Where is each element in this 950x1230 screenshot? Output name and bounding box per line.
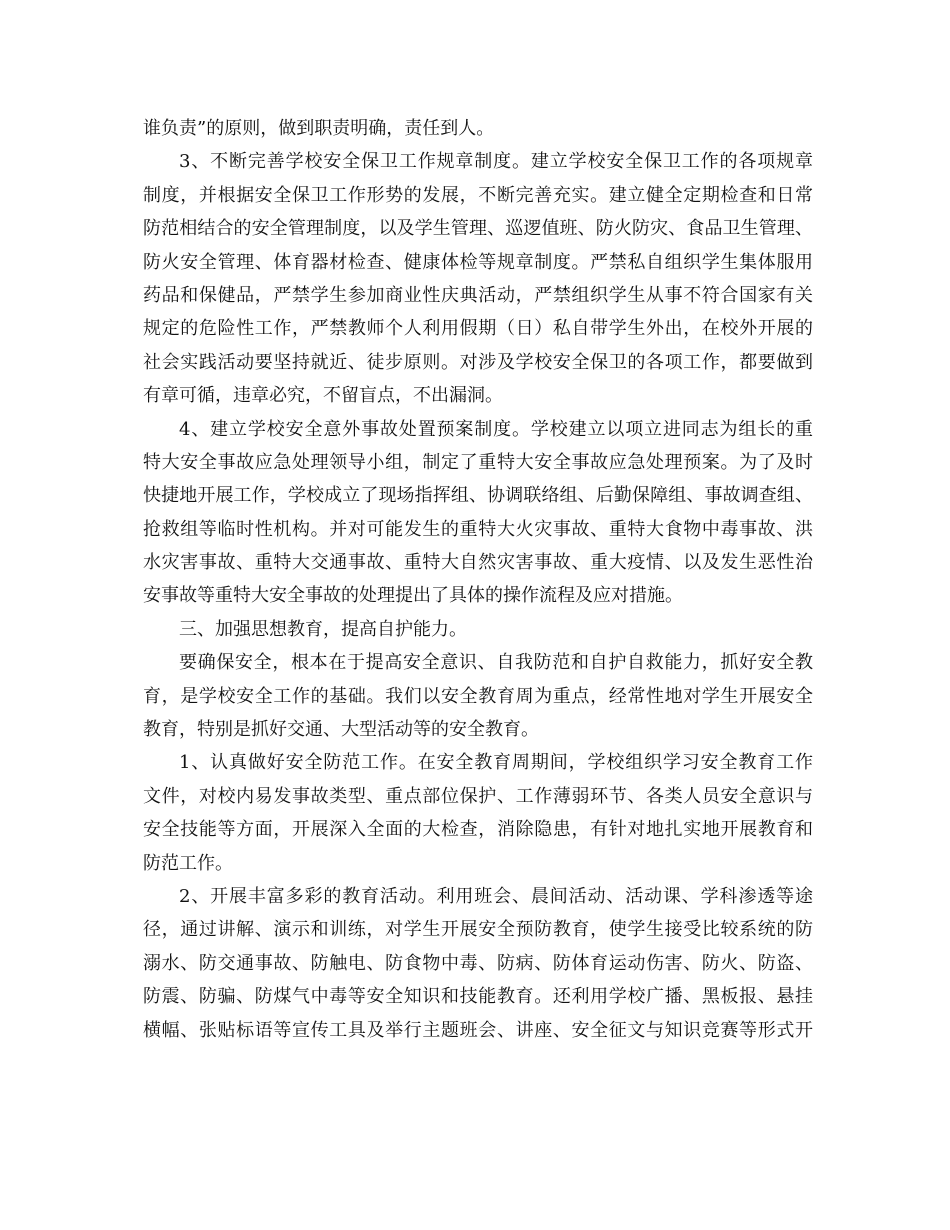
- paragraph-continuation: [143, 112, 813, 145]
- text-line: 文件，对校内易发事故类型、重点部位保护、工作薄弱环节、各类人员安全意识与: [143, 785, 813, 807]
- text-line: 快捷地开展工作，学校成立了现场指挥组、协调联络组、后勤保障组、事故调查组、: [143, 485, 813, 507]
- heading-line: 三、加强思想教育，提高自护能力。: [179, 618, 467, 640]
- text-line: 1、认真做好安全防范工作。在安全教育周期间，学校组织学习安全教育工作: [179, 752, 813, 774]
- text-line: 规定的危险性工作，严禁教师个人利用假期（日）私自带学生外出，在校外开展的: [143, 318, 813, 340]
- text-line: 药品和保健品，严禁学生参加商业性庆典活动，严禁组织学生从事不符合国家有关: [143, 284, 813, 306]
- text-line: 横幅、张贴标语等宣传工具及举行主题班会、讲座、安全征文与知识竞赛等形式开: [143, 1019, 813, 1041]
- text-line: 安全技能等方面，开展深入全面的大检查，消除隐患，有针对地扎实地开展教育和: [143, 819, 813, 841]
- text-line: 防震、防骗、防煤气中毒等安全知识和技能教育。还利用学校广播、黑板报、悬挂: [143, 986, 813, 1008]
- document-body: [143, 112, 813, 1047]
- text-line: 2、开展丰富多彩的教育活动。利用班会、晨间活动、活动课、学科渗透等途: [179, 885, 813, 907]
- text-line: 育，是学校安全工作的基础。我们以安全教育周为重点，经常性地对学生开展安全: [143, 685, 813, 707]
- text-line: 安事故等重特大安全事故的处理提出了具体的操作流程及应对措施。: [143, 585, 683, 607]
- paragraph-item-1: [143, 746, 813, 880]
- text-line: 抢救组等临时性机构。并对可能发生的重特大火灾事故、重特大食物中毒事故、洪: [143, 518, 813, 540]
- text-line: 3、不断完善学校安全保卫工作规章制度。建立学校安全保卫工作的各项规章: [179, 151, 813, 173]
- text-line: 水灾害事故、重特大交通事故、重特大自然灾害事故、重大疫情、以及发生恶性治: [143, 552, 813, 574]
- paragraph-item-3: [143, 145, 813, 412]
- text-line: 要确保安全，根本在于提高安全意识、自我防范和自护自救能力，抓好安全教: [179, 652, 813, 674]
- text-line: 有章可循，违章必究，不留盲点，不出漏洞。: [143, 385, 503, 407]
- text-line: 社会实践活动要坚持就近、徒步原则。对涉及学校安全保卫的各项工作，都要做到: [143, 351, 813, 373]
- text-line: 防范相结合的安全管理制度，以及学生管理、巡逻值班、防火防灾、食品卫生管理、: [143, 218, 813, 240]
- text-line: 防范工作。: [143, 852, 233, 874]
- text-line: 4、建立学校安全意外事故处置预案制度。学校建立以项立进同志为组长的重: [179, 418, 813, 440]
- text-line: 径，通过讲解、演示和训练，对学生开展安全预防教育，使学生接受比较系统的防: [143, 919, 813, 941]
- section-heading-3: [143, 613, 813, 646]
- text-line: 制度，并根据安全保卫工作形势的发展，不断完善充实。建立健全定期检查和日常: [143, 184, 813, 206]
- text-line: 溺水、防交通事故、防触电、防食物中毒、防病、防体育运动伤害、防火、防盗、: [143, 952, 813, 974]
- text-line: 特大安全事故应急处理领导小组，制定了重特大安全事故应急处理预案。为了及时: [143, 451, 813, 473]
- paragraph-intro: [143, 646, 813, 746]
- text-line: 谁负责”的原则，做到职责明确，责任到人。: [143, 118, 495, 139]
- paragraph-item-2: [143, 880, 813, 1047]
- paragraph-item-4: [143, 413, 813, 613]
- text-line: 教育，特别是抓好交通、大型活动等的安全教育。: [143, 719, 539, 741]
- text-line: 防火安全管理、体育器材检查、健康体检等规章制度。严禁私自组织学生集体服用: [143, 251, 813, 273]
